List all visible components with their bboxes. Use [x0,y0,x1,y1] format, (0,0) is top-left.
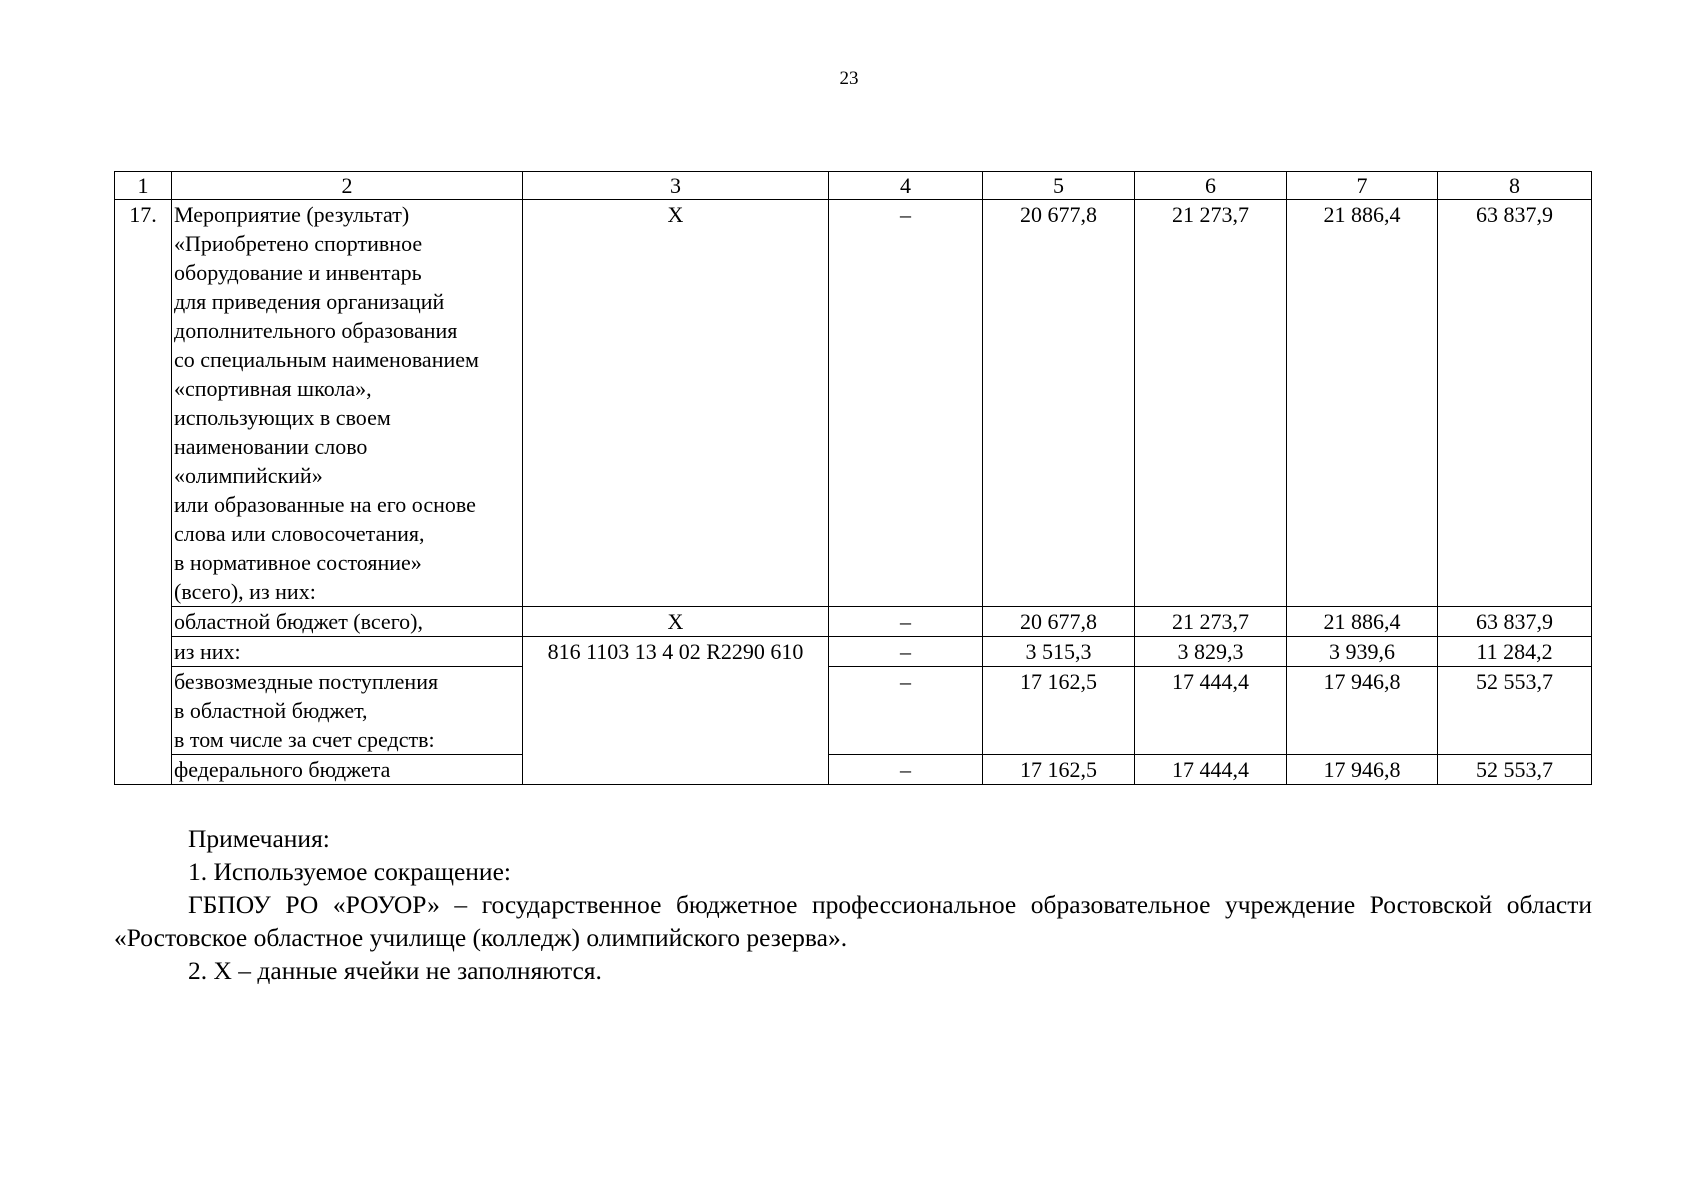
measure-name: безвозмездные поступления в областной бюджет, в том числе за счет средств: [172,667,523,755]
value-col-7: 17 946,8 [1287,755,1438,785]
notes-title: Примечания: [188,824,330,853]
value-col-5: 3 515,3 [983,637,1135,667]
value-col-5: 20 677,8 [983,200,1135,607]
value-col-6: 17 444,4 [1135,667,1287,755]
measure-name: из них: [172,637,523,667]
column-4-value: – [829,200,983,607]
abbreviation-definition: ГБПОУ РО «РОУОР» – государственное бюджетное профессиональное образовательное учреждение Ростовской области «Ростовское областное училище (колледж) олимпийского резерва». [114,890,1592,952]
budget-code: Х [523,200,829,607]
measure-name: федерального бюджета [172,755,523,785]
column-4-value: – [829,667,983,755]
row-number: 17. [115,200,172,785]
table-row [115,200,1592,607]
page-number: 23 [839,68,859,89]
budget-table [114,171,1592,785]
notes-section [114,822,1592,987]
value-col-8: 52 553,7 [1438,755,1592,785]
value-col-5: 20 677,8 [983,607,1135,637]
column-4-value: – [829,637,983,667]
notes-item-2: 2. Х – данные ячейки не заполняются. [188,956,602,985]
value-col-8: 11 284,2 [1438,637,1592,667]
value-col-7: 21 886,4 [1287,200,1438,607]
value-col-6: 3 829,3 [1135,637,1287,667]
value-col-5: 17 162,5 [983,755,1135,785]
value-col-8: 52 553,7 [1438,667,1592,755]
value-col-5: 17 162,5 [983,667,1135,755]
column-number: 8 [1438,172,1592,200]
measure-name: областной бюджет (всего), [172,607,523,637]
value-col-6: 21 273,7 [1135,200,1287,607]
value-col-8: 63 837,9 [1438,200,1592,607]
value-col-8: 63 837,9 [1438,607,1592,637]
table-row [115,607,1592,637]
budget-code: Х [523,607,829,637]
column-number: 1 [115,172,172,200]
table-row [115,667,1592,755]
budget-code: 816 1103 13 4 02 R2290 610 [523,637,829,785]
column-4-value: – [829,607,983,637]
table-row [115,637,1592,667]
column-number-row [115,172,1592,200]
column-number: 2 [172,172,523,200]
column-number: 6 [1135,172,1287,200]
value-col-7: 3 939,6 [1287,637,1438,667]
column-number: 4 [829,172,983,200]
value-col-6: 21 273,7 [1135,607,1287,637]
column-4-value: – [829,755,983,785]
column-number: 7 [1287,172,1438,200]
value-col-7: 21 886,4 [1287,607,1438,637]
column-number: 5 [983,172,1135,200]
column-number: 3 [523,172,829,200]
table-row [115,755,1592,785]
value-col-7: 17 946,8 [1287,667,1438,755]
value-col-6: 17 444,4 [1135,755,1287,785]
notes-item-1: 1. Используемое сокращение: [188,857,511,886]
measure-name: Мероприятие (результат) «Приобретено спортивное оборудование и инвентарь для приведения организаций дополнительного образования со специальным наименованием «спортивная школа», использующих в своем наименовании слово «олимпийский» или образованные на его основе слова или словосочетания, в нормативное состояние» (всего), из них: [172,200,523,607]
